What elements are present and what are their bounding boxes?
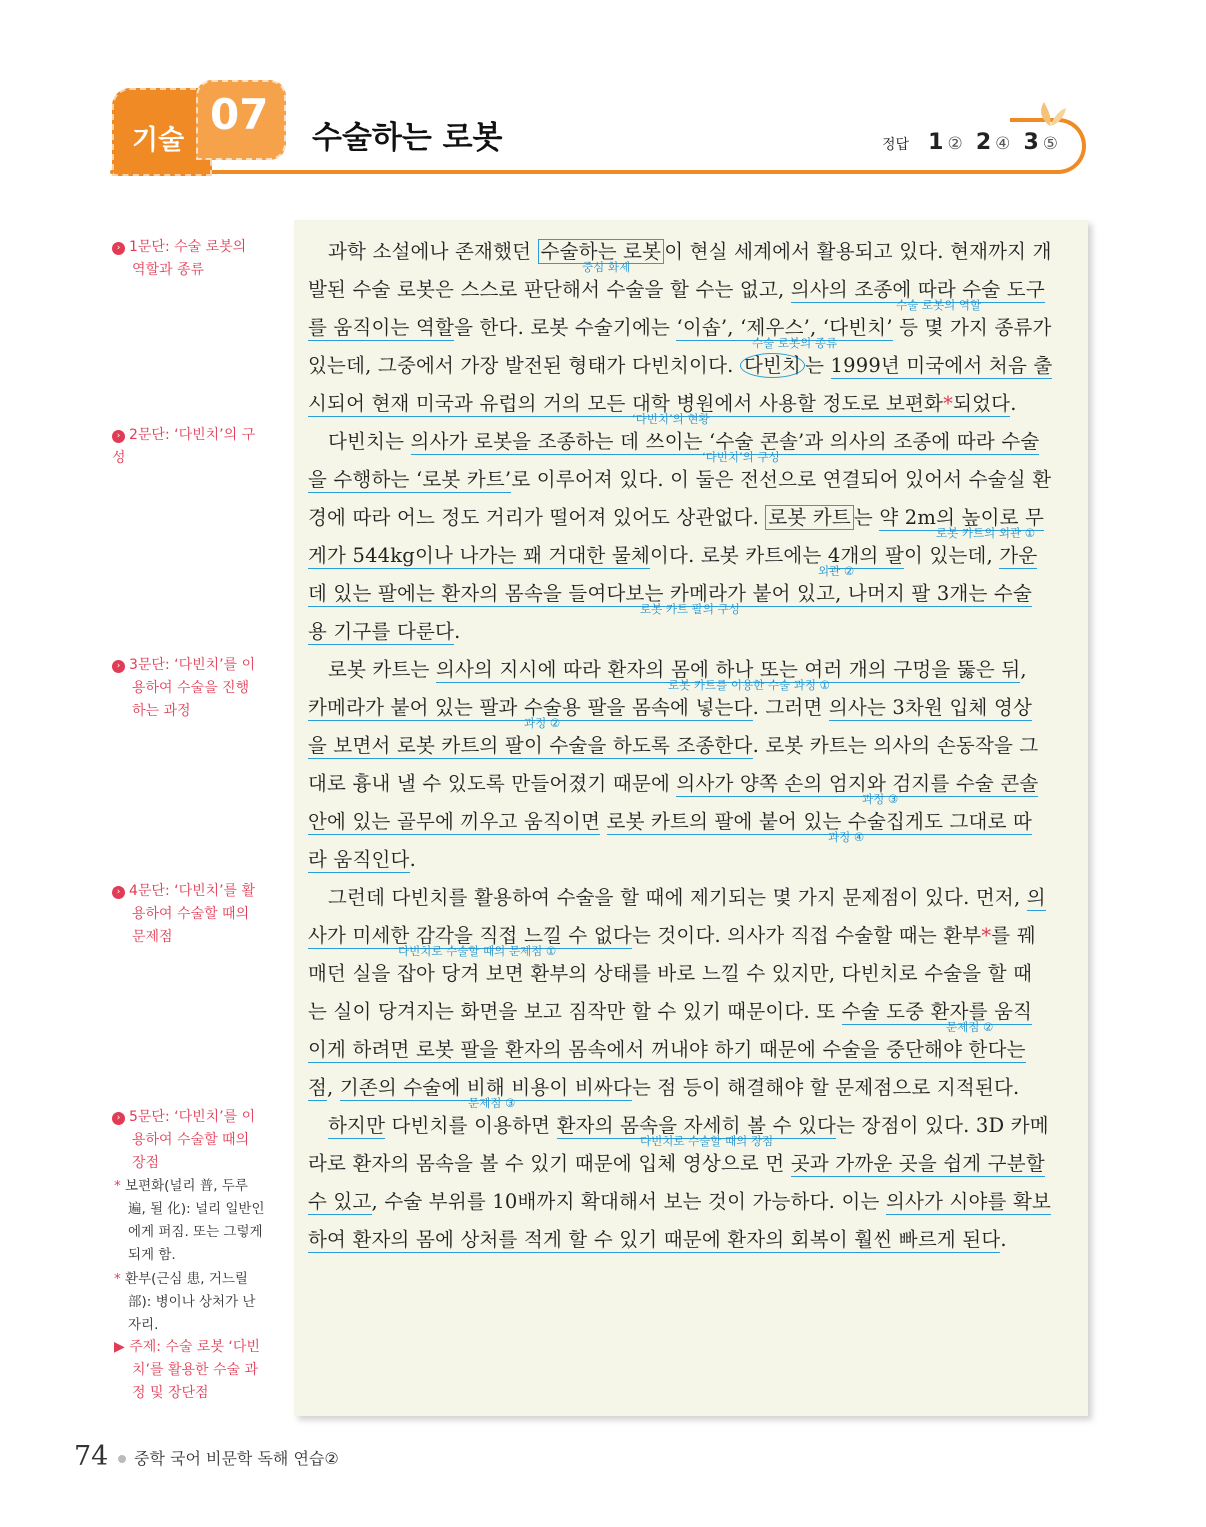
passage-line [308,312,1052,340]
text: 는 점 등이 해결해야 할 문제점으로 지적된다. [631,1076,1020,1099]
text: . [409,848,416,871]
text: , [1020,658,1027,681]
leaf-icon [1032,96,1068,130]
underline: 데 있는 팔에는 환자의 몸속을 들여다보는 카메라가 붙어 있고, 나머지 팔 3개는 수술 [308,582,1033,605]
header-rule [110,170,1050,174]
text: 는 것이다. 의사가 직접 수술할 때는 환부 [631,924,982,947]
text: 과학 소설에나 존재했던 [328,240,538,263]
text: 을 한다. 로봇 수술기에는 [454,316,677,339]
underline: 을 보면서 로봇 카트의 팔이 수술을 하도록 조종한다 [308,734,753,757]
annotation: 문제점 ② [946,1020,994,1034]
annotation: 과정 ③ [862,792,899,806]
passage-line [308,996,1032,1024]
circled-word: 다빈치 [740,353,805,378]
asterisk-icon: * [114,1178,126,1194]
answer-a3: ⑤ [1042,134,1059,154]
answer-label: 정답 [882,137,910,153]
annotation: 과정 ④ [828,830,865,844]
text: 는 [805,354,831,377]
gloss-text: 자리. [128,1317,159,1333]
underline: 가운 [999,544,1038,567]
sidebar-text: 1문단: 수술 로봇의 [129,239,247,255]
text: 는 실이 당겨지는 화면을 보고 짐작만 할 수 있기 때문이다. 또 [308,1000,842,1023]
sidebar-para-1 [112,236,264,282]
glossary-bopyeonhwa [114,1175,266,1267]
text: 를 꿰 [991,924,1036,947]
underline: 의사의 지시에 따라 환자의 몸에 하나 또는 여러 개의 구멍을 뚫은 뒤 [435,658,1021,681]
passage-line [308,844,416,872]
gloss-text: 되게 함. [128,1247,176,1263]
passage-line [308,806,1032,834]
bullet-icon: › [112,1112,125,1125]
bullet-icon: › [112,242,125,255]
text: , 수술 부위를 10배까지 확대해서 보는 것이 가능하다. 이는 [371,1190,886,1213]
passage-line [308,1034,1026,1062]
passage-line [308,540,1037,568]
text: 로봇 카트는 [328,658,436,681]
bullet-icon: › [112,886,125,899]
gloss-text: 에게 퍼짐. 또는 그렇게 [128,1224,263,1240]
theme-text: 치’를 활용한 수술 과 [132,1362,258,1378]
passage-line [308,1148,1045,1176]
passage-line [308,692,1032,720]
section-number-tag [196,80,286,160]
underline: 을 수행하는 ‘로봇 카트’ [308,468,512,491]
passage-line [308,502,1044,530]
annotation: 문제점 ③ [468,1096,516,1110]
passage-line [308,730,1038,758]
sidebar-text: 문제점 [132,929,173,945]
underline: ‘이솝’, ‘제우스’, ‘다빈치’ [676,316,893,339]
underline: 약 2m의 높이로 무 [879,506,1045,529]
text: 는 [853,506,880,529]
underline: 1999년 미국에서 처음 출 [830,354,1053,377]
annotation: 다빈치로 수술할 때의 장점 [640,1134,774,1148]
annotation: 다빈치로 수술할 때의 문제점 ① [398,944,557,958]
sidebar-text: 용하여 수술을 진행 [132,680,250,696]
underline: 로봇 카트의 팔에 붙어 있는 수술집게도 그대로 따 [606,810,1033,833]
theme-summary [114,1336,266,1405]
book-title: 중학 국어 비문학 독해 연습② [134,1449,339,1468]
underline: 수 있고 [308,1190,372,1213]
passage-line [308,1186,1051,1214]
sidebar-text: 하는 과정 [132,703,191,719]
answer-q2: 2 [975,130,992,155]
text: . [1010,392,1017,415]
bullet-icon: › [112,660,125,673]
annotation: 수술 로봇의 역할 [896,298,982,312]
answer-q1: 1 [928,130,944,155]
underline: 사가 미세한 감각을 직접 느낄 수 없다 [308,924,632,947]
text: 경에 따라 어느 정도 거리가 떨어져 있어도 상관없다. [308,506,766,529]
sidebar-text: 4문단: ‘다빈치’를 활 [129,883,256,899]
sidebar-text: 장점 [132,1155,160,1171]
section-tag-label: 기술 [132,125,185,156]
underline: 안에 있는 골무에 끼우고 움직이면 [308,810,601,833]
passage-line [308,958,1032,986]
underline: 4개의 팔 [827,544,905,567]
answer-key [882,130,1058,155]
annotation: 과정 ② [524,716,561,730]
text: 로 이루어져 있다. 이 둘은 전선으로 연결되어 있어서 수술실 환 [511,468,1052,491]
text: . [454,620,461,643]
underline: 곳과 가까운 곳을 쉽게 구분할 [790,1152,1045,1175]
underline: 용 기구를 다룬다 [308,620,455,643]
page-number: 74 [74,1441,109,1472]
underline: 하지만 [328,1114,386,1137]
underline: 이게 하려면 로봇 팔을 환자의 몸속에서 꺼내야 하기 때문에 수술을 중단해야 한다는 [308,1038,1026,1061]
underline: 의사가 시야를 확보 [885,1190,1052,1213]
text: 다빈치는 [328,430,411,453]
text: 그런데 다빈치를 활용하여 수술을 할 때에 제기되는 몇 가지 문제점이 있다. 먼저, [328,886,1027,909]
text: , [327,1076,340,1099]
sidebar-para-2 [112,424,264,470]
sidebar-text: 용하여 수술할 때의 [132,1132,250,1148]
answer-a1: ② [947,134,963,154]
text: . [1000,1228,1007,1251]
theme-text: 주제: 수술 로봇 ‘다빈 [129,1339,260,1355]
key-term-box: 로봇 카트 [765,505,854,530]
sidebar-para-4 [112,880,264,949]
answer-a2: ④ [995,134,1011,154]
sidebar-text: 용하여 수술할 때의 [132,906,250,922]
underline: 의사가 양쪽 손의 엄지와 검지를 수술 콘솔 [676,772,1039,795]
annotation: 로봇 카트 팔의 구성 [640,602,740,616]
sidebar-text: 5문단: ‘다빈치’를 이 [129,1109,256,1125]
gloss-text: 환부(근심 患, 거느릴 [125,1271,248,1287]
text: 있는데, 그중에서 가장 발전된 형태가 다빈치이다. [308,354,740,377]
sidebar-para-5 [112,1106,264,1175]
annotation: 로봇 카트를 이용한 수술 과정 ① [668,678,830,692]
annotation: 수술 로봇의 종류 [752,336,838,350]
passage-line [308,350,1052,378]
underline: 기존의 수술에 비해 비용이 비싸다 [339,1076,632,1099]
text: 매던 실을 잡아 당겨 보면 환부의 상태를 바로 느낄 수 있지만, 다빈치로 수술을 할 때 [308,962,1033,985]
page-title: 수술하는 로봇 [312,120,503,156]
text: 대로 흉내 낼 수 있도록 만들어졌기 때문에 [308,772,677,795]
underline: 시되어 현재 미국과 유럽의 거의 모든 대학 병원에서 사용할 정도로 보편화 [308,392,944,415]
asterisk-icon: * [114,1271,126,1287]
annotation: ‘다빈치’의 구성 [702,450,780,464]
theme-text: 정 및 장단점 [132,1385,209,1401]
underline: 환자의 몸속을 자세히 볼 수 있다 [556,1114,837,1137]
triangle-icon: ▶ [114,1339,130,1355]
passage-line [308,1072,1019,1100]
passage-line [308,1224,1007,1252]
underline: 를 움직이는 역할 [308,316,455,339]
asterisk-mark: * [981,924,992,947]
passage-line [328,426,1039,454]
sidebar-text: 2문단: ‘다빈치’의 구성 [112,427,256,466]
passage-line [308,464,1051,492]
annotation: 중심 화제 [582,260,631,274]
text: 라로 환자의 몸속을 볼 수 있기 때문에 입체 영상으로 먼 [308,1152,791,1175]
text: . 로봇 카트는 의사의 손동작을 그 [752,734,1039,757]
underline: 게가 544kg이나 나가는 꽤 거대한 물체 [308,544,650,567]
bullet-icon: › [112,430,125,443]
gloss-text: 部): 병이나 상처가 난 [128,1294,256,1310]
glossary-hwanbu [114,1268,266,1337]
text: 다빈치를 이용하면 [385,1114,557,1137]
passage-line [328,236,1052,264]
sidebar-para-3 [112,654,264,723]
sidebar-text: 역할과 종류 [132,262,205,278]
annotation: 로봇 카트의 외관 ① [936,526,1036,540]
passage-line [308,616,460,644]
annotation: 외관 ② [818,564,855,578]
underline: 의사의 조종에 따라 수술 도구 [790,278,1045,301]
underline: 되었다 [953,392,1011,415]
text: 등 몇 가지 종류가 [892,316,1052,339]
underline: 의사는 3차원 입체 영상 [828,696,1033,719]
annotation: ‘다빈치’의 현황 [632,412,710,426]
sidebar-text: 3문단: ‘다빈치’를 이 [129,657,256,673]
gloss-text: 遍, 될 化): 널리 일반인 [128,1201,265,1217]
passage-line [308,768,1038,796]
underline: 점 [308,1076,328,1099]
text: . 그러면 [752,696,829,719]
underline: 수술 도중 환자를 움직 [841,1000,1033,1023]
asterisk-mark: * [943,392,954,415]
underline: 하여 환자의 몸에 상처를 적게 할 수 있기 때문에 환자의 회복이 훨씬 빠르게 된다 [308,1228,1001,1251]
underline: 라 움직인다 [308,848,410,871]
text: 는 장점이 있다. 3D 카메 [836,1114,1049,1137]
passage-line [328,882,1046,910]
gloss-text: 보편화(널리 普, 두루 [125,1178,248,1194]
underline: 의사가 로봇을 조종하는 데 쓰이는 ‘수술 콘솔’과 의사의 조종에 따라 수술 [410,430,1040,453]
text: 이 현실 세계에서 활용되고 있다. 현재까지 개 [664,240,1052,263]
text: 이다. 로봇 카트에는 [650,544,828,567]
key-topic-box: 수술하는 로봇 [538,239,665,264]
underline: 카메라가 붙어 있는 팔과 수술용 팔을 몸속에 넣는다 [308,696,753,719]
text: 이 있는데, [904,544,1000,567]
answer-q3: 3 [1023,130,1039,155]
text [600,810,606,833]
underline: 의 [1026,886,1046,909]
section-number: 07 [210,90,269,139]
footer-dot [118,1455,126,1463]
text: 발된 수술 로봇은 스스로 판단해서 수술을 할 수는 없고, [308,278,791,301]
